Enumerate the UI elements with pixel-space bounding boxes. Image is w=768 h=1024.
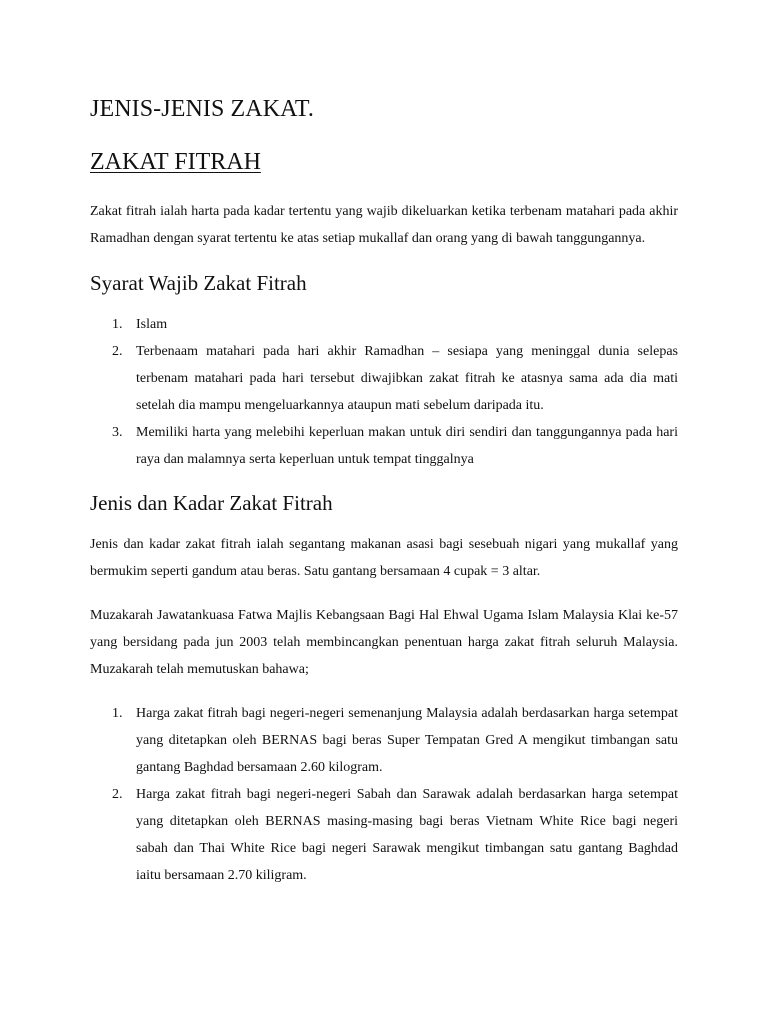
jenis-paragraph-1: Jenis dan kadar zakat fitrah ialah segantang makanan asasi bagi sesebuah nigari yang mukallaf yang bermukim seperti gandum atau beras. Satu gantang bersamaan 4 cupak = 3 altar. (90, 537, 678, 579)
list-item-text: Islam (136, 317, 168, 332)
list-number: 3. (112, 425, 123, 440)
list-number: 2. (112, 787, 123, 802)
list-number: 2. (112, 344, 123, 359)
list-item (90, 311, 678, 338)
list-item-text: Harga zakat fitrah bagi negeri-negeri semenanjung Malaysia adalah berdasarkan harga setempat yang ditetapkan oleh BERNAS bagi beras Super Tempatan Gred A mengikut timbangan satu gantang Baghdad bersamaan 2.60 kilogram. (136, 706, 678, 775)
keputusan-list (90, 700, 678, 889)
list-item (90, 338, 678, 419)
list-item (90, 781, 678, 889)
list-number: 1. (112, 317, 123, 332)
list-item-text: Harga zakat fitrah bagi negeri-negeri Sabah dan Sarawak adalah berdasarkan harga setempat yang ditetapkan oleh BERNAS masing-masing bagi beras Vietnam White Rice bagi negeri sabah dan Thai White Rice bagi negeri Sarawak mengikut timbangan satu gantang Baghdad iaitu bersamaan 2.70 kiligram. (136, 787, 678, 883)
jenis-paragraph-2: Muzakarah Jawatankuasa Fatwa Majlis Kebangsaan Bagi Hal Ehwal Ugama Islam Malaysia Klai ke-57 yang bersidang pada jun 2003 telah membincangkan penentuan harga zakat fitrah seluruh Malaysia. Muzakarah telah memutuskan bahawa; (90, 608, 678, 677)
list-item-text: Terbenaam matahari pada hari akhir Ramadhan – sesiapa yang meninggal dunia selepas terbenam matahari pada hari tersebut diwajibkan zakat fitrah ke atasnya sama ada dia mati setelah dia mampu mengeluarkannya ataupun mati sebelum daripada itu. (136, 344, 678, 413)
document-content (90, 93, 678, 905)
list-item (90, 700, 678, 781)
document-title: JENIS-JENIS ZAKAT. (90, 96, 315, 122)
intro-paragraph: Zakat fitrah ialah harta pada kadar tertentu yang wajib dikeluarkan ketika terbenam matahari pada akhir Ramadhan dengan syarat tertentu ke atas setiap mukallaf dan orang yang di bawah tanggungannya. (90, 204, 678, 246)
section-title-zakat-fitrah: ZAKAT FITRAH (90, 149, 261, 175)
syarat-wajib-heading: Syarat Wajib Zakat Fitrah (90, 271, 307, 295)
list-number: 1. (112, 706, 123, 721)
syarat-wajib-list (90, 311, 678, 473)
list-item-text: Memiliki harta yang melebihi keperluan makan untuk diri sendiri dan tanggungannya pada hari raya dan malamnya serta keperluan untuk tempat tinggalnya (136, 425, 678, 467)
jenis-kadar-heading: Jenis dan Kadar Zakat Fitrah (90, 491, 333, 515)
list-item (90, 419, 678, 473)
